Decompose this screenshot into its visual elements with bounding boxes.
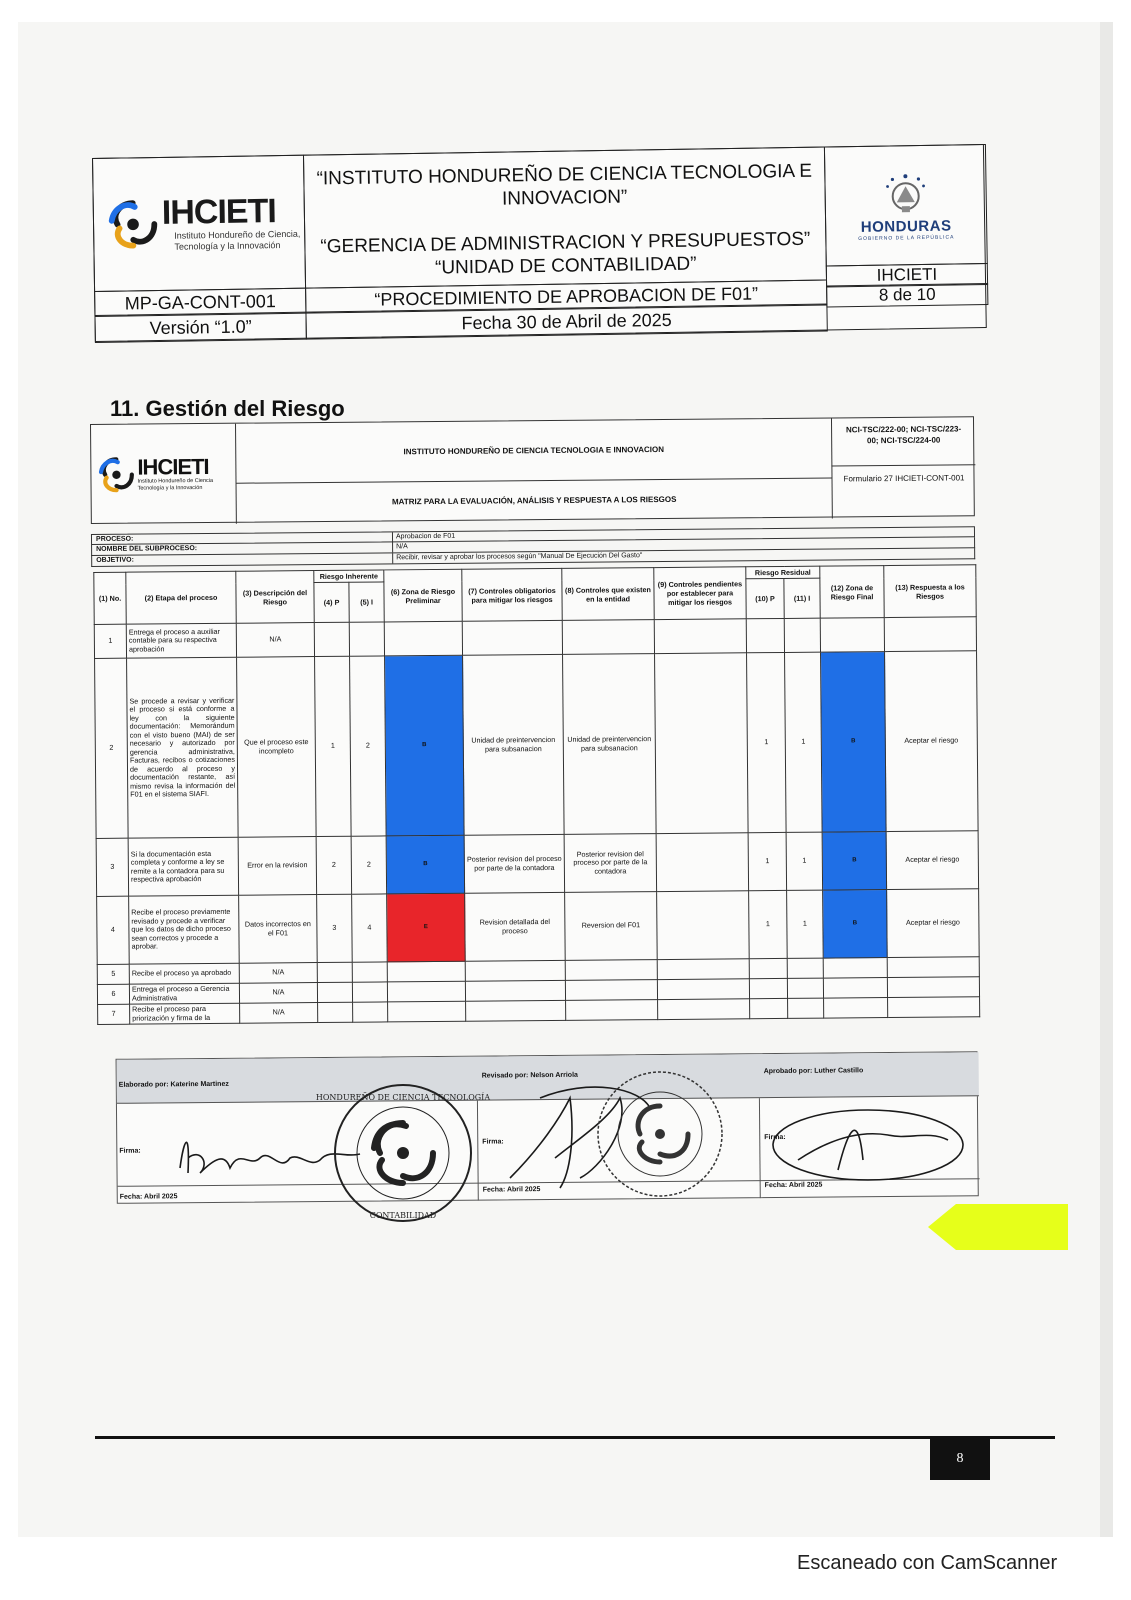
firma-label-1: Firma: [119, 1147, 141, 1155]
zone-label: B [423, 861, 428, 868]
highlighter-tab [928, 1202, 1068, 1252]
svg-text:HONDUREÑO DE CIENCIA TECNOLOGÍ: HONDUREÑO DE CIENCIA TECNOLOGÍA [315, 1093, 491, 1102]
risk-table [93, 564, 980, 1025]
row-controls-existing: Posterior revision del proceso por parte de la contadora [564, 834, 657, 893]
row-risk-desc: N/A [239, 963, 317, 984]
process-value: Aprobacion de F01 [392, 532, 455, 543]
row-stage: Recibe el proceso ya aprobado [129, 963, 239, 984]
zone-preliminary-cell [386, 835, 465, 894]
page-count: 8 de 10 [826, 283, 988, 308]
document-version: Versión “1.0” [94, 312, 306, 343]
page-number: 8 [930, 1438, 990, 1480]
ihcieti-logo-icon [95, 454, 137, 496]
row-inherent-i: 4 [352, 894, 388, 962]
zone-preliminary-cell [385, 655, 465, 836]
svg-text:CONTABILIDAD: CONTABILIDAD [369, 1211, 437, 1220]
row-risk-desc: Que el proceso este incompleto [237, 657, 317, 838]
row-no: 7 [98, 1004, 130, 1024]
matrix-logo [91, 424, 237, 525]
col-zone-preliminary: (6) Zona de Riesgo Preliminar [384, 569, 462, 622]
col-controls-existing: (8) Controles que existen en la entidad [562, 568, 654, 621]
col-residual: Riesgo Residual [746, 566, 820, 579]
institution-code: IHCIETI [826, 263, 988, 288]
matrix-logo-brand: IHCIETI [137, 453, 209, 480]
norms-line-1: NCI-TSC/222-00; NCI-TSC/223- [845, 424, 962, 435]
row-controls-existing: Reversion del F01 [565, 892, 658, 961]
col-controls-required: (7) Controles obligatorios para mitigar los riesgos [462, 568, 562, 621]
header-logo-cell [92, 155, 306, 292]
row-stage: Entrega el proceso a auxiliar contable para su respectiva aprobación [126, 623, 236, 658]
col-stage: (2) Etapa del proceso [126, 571, 236, 624]
zone-label: B [851, 738, 856, 745]
matrix-form-code: Formulario 27 IHCIETI-CONT-001 [831, 465, 975, 518]
zone-final-cell [821, 652, 887, 833]
header-title-cell [303, 146, 827, 288]
fecha-label-1: Fecha: Abril 2025 [119, 1193, 178, 1201]
row-no: 1 [94, 624, 126, 658]
zone-preliminary-cell [387, 893, 466, 962]
revisado-por: Revisado por: Nelson Arriola [481, 1071, 578, 1080]
matrix-subtitle: MATRIZ PARA LA EVALUACIÓN, ANÁLISIS Y RESPUESTA A LOS RIESGOS [391, 494, 677, 507]
row-no: 6 [97, 984, 129, 1004]
row-residual-i: 1 [787, 890, 824, 958]
zone-label: B [852, 920, 858, 927]
matrix-logo-sub1: Instituto Hondureño de Ciencia [137, 477, 214, 485]
subprocess-label: NOMBRE DEL SUBPROCESO: [96, 545, 198, 553]
row-residual-p: 1 [747, 652, 787, 832]
fecha-label-2: Fecha: Abril 2025 [482, 1186, 541, 1194]
document-date: Fecha 30 de Abril de 2025 [305, 303, 827, 339]
honduras-wordmark: HONDURAS [860, 217, 952, 236]
institutional-seal-stamp [590, 1064, 730, 1204]
honduras-subtitle: GOBIERNO DE LA REPÚBLICA [858, 233, 955, 242]
zone-label: B [422, 742, 427, 749]
row-residual-p: 1 [748, 832, 787, 890]
row-response: Aceptar el riesgo [885, 651, 979, 832]
row-inherent-i: 2 [350, 656, 387, 836]
elaborado-por: Elaborado por: Katerine Martinez [118, 1080, 229, 1089]
matrix-norms [831, 417, 975, 466]
col-p10: (10) P [746, 578, 784, 618]
logo-brand: IHCIETI [161, 192, 277, 232]
row-stage: Si la documentación esta completa y conforme a ley se remite a la contadora para su respectiva aprobación [128, 837, 239, 896]
row-no: 5 [97, 964, 129, 984]
objective-value: Recibir, revisar y aprobar los procesos según "Manual De Ejecución Del Gasto" [392, 551, 642, 563]
row-controls-required: Unidad de preintervencion para subsanacion [463, 654, 565, 835]
row-inherent-p: 3 [317, 894, 353, 962]
row-inherent-p: 2 [316, 836, 352, 894]
ihcieti-logo [104, 193, 301, 254]
signature-luther [768, 1100, 968, 1185]
row-risk-desc: Datos incorrectos en el F01 [239, 895, 318, 964]
title-line-2: INNOVACION” [501, 186, 628, 210]
col-p4: (4) P [314, 582, 349, 622]
institutional-stamp [315, 1078, 491, 1228]
document-code: MP-GA-CONT-001 [94, 288, 306, 317]
row-no: 4 [97, 896, 130, 964]
row-stage: Se procede a revisar y verificar el proceso si está conforme a ley con la siguiente documentación: Memorándum con el visto bueno (MAI) de ser necesario y autorizado por gerencia administrativa, Facturas, recibos o cotizaciones de acuerdo al proceso y documentación restante, así mismo revisa la información del F01 en el sistema SIAFI. [127, 657, 239, 838]
col-no: (1) No. [94, 572, 126, 624]
row-stage: Recibe el proceso previamente revisado y procede a verificar que los datos de dicho proceso sean correctos y procede a aprobar. [129, 895, 240, 964]
row-response: Aceptar el riesgo [887, 889, 980, 958]
row-risk-desc: N/A [239, 983, 317, 1004]
zone-label: B [852, 857, 857, 864]
row-controls-existing: Unidad de preintervencion para subsanacion [563, 654, 657, 835]
row-response: Aceptar el riesgo [886, 831, 979, 890]
honduras-coat-of-arms-icon [882, 169, 929, 218]
footer-rule [95, 1436, 1055, 1439]
table-row [95, 651, 979, 839]
title-line-1: “INSTITUTO HONDUREÑO DE CIENCIA TECNOLOGIA E [316, 160, 813, 190]
subprocess-value: N/A [392, 542, 408, 552]
col-i11: (11) I [784, 578, 820, 618]
process-info [91, 526, 975, 567]
title-line-4: “UNIDAD DE CONTABILIDAD” [434, 253, 697, 279]
row-controls-required: Posterior revision del proceso por parte de la contadora [464, 834, 565, 893]
row-stage: Entrega el proceso a Gerencia Administrativa [129, 983, 239, 1004]
page-edge [1100, 22, 1113, 1537]
col-inherent: Riesgo Inherente [314, 570, 384, 583]
document-header [92, 144, 987, 342]
firma-label-3: Firma: [764, 1133, 786, 1142]
honduras-logo-cell [824, 144, 988, 267]
zone-final-cell [822, 832, 887, 891]
row-controls-required: Revision detallada del proceso [465, 892, 566, 961]
col-response: (13) Respuesta a los Riesgos [884, 565, 976, 618]
scanner-watermark: Escaneado con CamScanner [797, 1552, 1058, 1574]
col-zone-final: (12) Zona de Riesgo Final [820, 566, 884, 619]
row-residual-i: 1 [786, 832, 823, 890]
aprobado-por: Aprobado por: Luther Castillo [763, 1067, 864, 1076]
ihcieti-logo-icon [104, 195, 163, 254]
row-inherent-p: 1 [315, 656, 352, 836]
firma-label-2: Firma: [482, 1138, 504, 1146]
row-no: 2 [95, 658, 129, 838]
row-inherent-i: 2 [351, 836, 387, 894]
logo-subtitle-2: Tecnología y la Innovación [174, 240, 281, 252]
row-risk-desc: Error en la revision [238, 837, 317, 896]
row-no: 3 [96, 838, 129, 896]
title-line-3: “GERENCIA DE ADMINISTRACION Y PRESUPUESTOS” [320, 228, 811, 258]
matrix-institute: INSTITUTO HONDUREÑO DE CIENCIA TECNOLOGIA E INNOVACION [236, 419, 832, 484]
col-i5: (5) I [349, 582, 384, 622]
process-label: PROCESO: [95, 535, 134, 543]
logo-subtitle-1: Instituto Hondureño de Ciencia, [174, 228, 301, 241]
matrix-header [90, 416, 975, 524]
col-controls-pending: (9) Controles pendientes por establecer para mitigar los riesgos [654, 567, 746, 620]
objective-label: OBJETIVO: [96, 556, 134, 564]
zone-label: E [423, 924, 428, 931]
fecha-label-3: Fecha: Abril 2025 [764, 1181, 823, 1190]
row-risk-desc: N/A [240, 1003, 318, 1024]
norms-line-2: 00; NCI-TSC/224-00 [866, 435, 941, 446]
row-residual-p: 1 [749, 890, 788, 958]
row-risk-desc: N/A [236, 623, 314, 658]
matrix-logo-sub2: Tecnología y la Innovación [137, 485, 203, 492]
procedure-name: “PROCEDIMIENTO DE APROBACION DE F01” [305, 279, 827, 313]
zone-final-cell [823, 890, 888, 959]
row-residual-i: 1 [785, 652, 823, 832]
section-title: 11. Gestión del Riesgo [110, 396, 345, 421]
row-stage: Recibe el proceso para priorización y firma de la [130, 1003, 240, 1024]
col-desc: (3) Descripción del Riesgo [236, 571, 314, 624]
table-row [97, 889, 980, 965]
table-row [96, 831, 978, 897]
